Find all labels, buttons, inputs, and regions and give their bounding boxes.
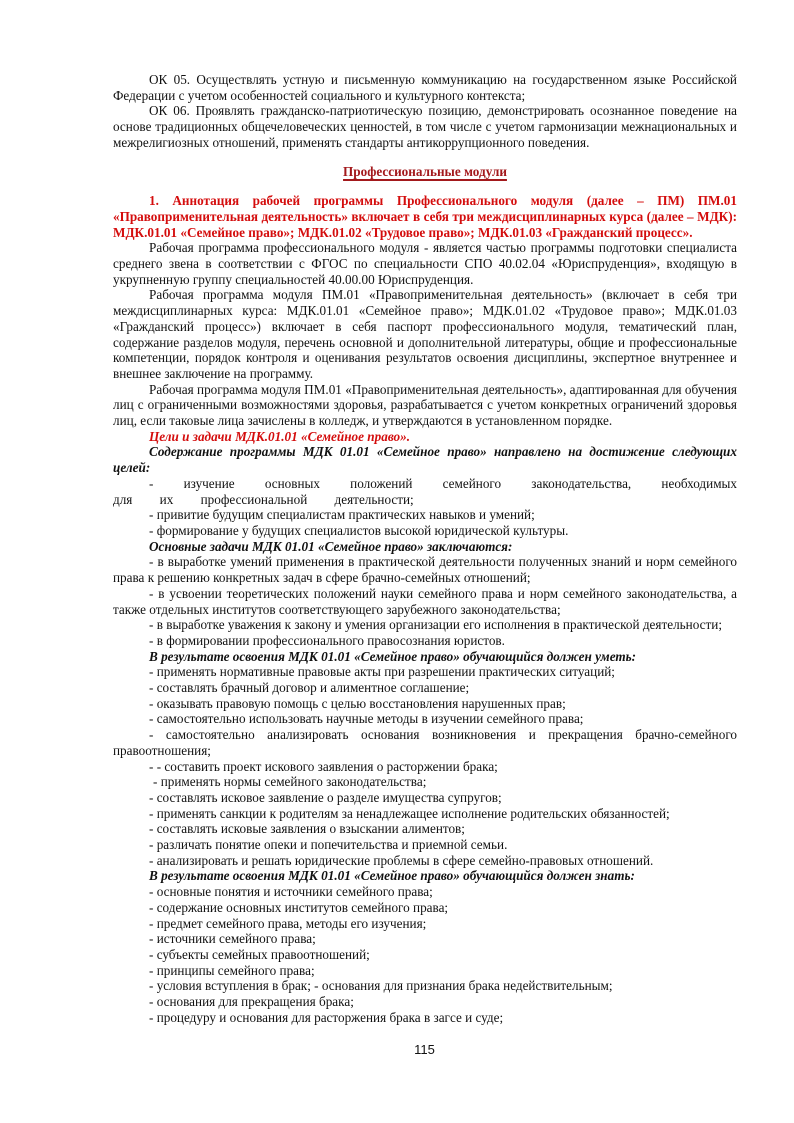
- goal-item: - формирование у будущих специалистов высокой юридической культуры.: [149, 522, 569, 538]
- task-item: - в выработке уважения к закону и умения организации его исполнения в практической деятельности;: [149, 617, 722, 633]
- skills-intro: В результате освоения МДК 01.01 «Семейное право» обучающийся должен уметь:: [149, 648, 637, 664]
- task-item: - в выработке умений применения в практической деятельности полученных знаний и норм семейного права к решению конкретных задач в сфере брачно-семейных отношений;: [113, 554, 737, 586]
- goal-item: - привитие будущим специалистам практических навыков и умений;: [149, 507, 535, 523]
- skill-item: - анализировать и решать юридические проблемы в сфере семейно-правовых отношений.: [149, 852, 654, 868]
- skill-item: - составлять исковое заявление о разделе имущества супругов;: [149, 789, 502, 805]
- skill-item: - применять санкции к родителям за ненадлежащее исполнение родительских обязанностей;: [149, 805, 670, 821]
- skill-item: - оказывать правовую помощь с целью восстановления нарушенных прав;: [149, 695, 566, 711]
- knowledge-item: - предмет семейного права, методы его изучения;: [149, 915, 427, 931]
- knowledge-item: - субъекты семейных правоотношений;: [149, 946, 370, 962]
- annotation-title: 1. Аннотация рабочей программы Профессионального модуля (далее – ПМ) ПМ.01 «Правоприменительная деятельность» включает в себя три междисциплинарных курса (далее – МДК): МДК.01.01 «Семейное право»; МДК.01.02 «Трудовое право»; МДК.01.03 «Гражданский процесс».: [113, 193, 737, 240]
- knowledge-intro: В результате освоения МДК 01.01 «Семейное право» обучающийся должен знать:: [149, 868, 635, 884]
- task-item: - в усвоении теоретических положений науки семейного права и норм семейного законодательства, а также отдельных институтов соответствующего зарубежного законодательства;: [113, 585, 737, 617]
- knowledge-item: - основные понятия и источники семейного права;: [149, 884, 433, 900]
- skill-item: - составлять брачный договор и алиментное соглашение;: [149, 680, 470, 696]
- document-page: [113, 72, 737, 1025]
- skill-item: - применять нормативные правовые акты при разрешении практических ситуаций;: [149, 664, 615, 680]
- skill-item: - самостоятельно анализировать основания возникновения и прекращения брачно-семейного правоотношения;: [113, 727, 737, 758]
- knowledge-item: - условия вступления в брак; - основания для признания брака недействительным;: [149, 978, 613, 994]
- section-heading: Профессиональные модули: [343, 163, 507, 179]
- knowledge-item: - источники семейного права;: [149, 931, 316, 947]
- knowledge-item: - содержание основных институтов семейного права;: [149, 899, 449, 915]
- goals-heading: Цели и задачи МДК.01.01 «Семейное право».: [149, 428, 411, 444]
- section-heading-wrap: [113, 164, 737, 180]
- competency-ok05: ОК 05. Осуществлять устную и письменную коммуникацию на государственном языке Российской Федерации с учетом особенностей социального и культурного контекста;: [113, 72, 737, 103]
- skill-item: - составлять исковые заявления о взыскании алиментов;: [149, 821, 465, 837]
- knowledge-item: - основания для прекращения брака;: [149, 994, 354, 1010]
- skill-item: - различать понятие опеки и попечительства и приемной семьи.: [149, 837, 508, 853]
- knowledge-item: - принципы семейного права;: [149, 962, 315, 978]
- page-number: 115: [414, 1042, 435, 1057]
- task-item: - в формировании профессионального правосознания юристов.: [149, 632, 505, 648]
- competency-ok06: ОК 06. Проявлять гражданско-патриотическую позицию, демонстрировать осознанное поведение на основе традиционных общечеловеческих ценностей, в том числе с учетом гармонизации межнациональных и межрелигиозных отношений, применять стандарты антикоррупционного поведения.: [113, 103, 737, 150]
- skill-item: - применять нормы семейного законодательства;: [153, 774, 427, 790]
- skill-item: - самостоятельно использовать научные методы в изучении семейного права;: [149, 711, 584, 727]
- knowledge-item: - процедуру и основания для расторжения брака в загсе и суде;: [149, 1009, 504, 1025]
- paragraph: Рабочая программа модуля ПМ.01 «Правоприменительная деятельность» (включает в себя три междисциплинарных курса: МДК.01.01 «Семейное право»; МДК.01.02 «Трудовое право»; МДК.01.03 «Гражданский процесс») включает в себя паспорт профессионального модуля, тематический план, содержание разделов модуля, перечень основной и дополнительной литературы, общие и профессиональные компетенции, порядок контроля и оценивания результатов освоения дисциплины, экспертное внутреннее и внешнее заключение на программу.: [113, 287, 737, 381]
- paragraph: Рабочая программа профессионального модуля - является частью программы подготовки специалиста среднего звена в соответствии с ФГОС по специальности СПО 40.02.04 «Юриспруденция», входящую в укрупненную группу специальностей 40.00.00 Юриспруденция.: [113, 240, 737, 287]
- goals-intro: Содержание программы МДК 01.01 «Семейное право» направлено на достижение следующих целей:: [113, 444, 737, 476]
- paragraph: Рабочая программа модуля ПМ.01 «Правоприменительная деятельность», адаптированная для обучения лиц с ограниченными возможностями здоровья, разрабатывается с учетом конкретных ограничений здоровья лиц, если таковые лица зачислены в колледж, и утверждаются в установленном порядке.: [113, 381, 737, 429]
- skill-item: - - составить проект искового заявления о расторжении брака;: [149, 758, 498, 774]
- tasks-intro: Основные задачи МДК 01.01 «Семейное право» заключаются:: [149, 538, 513, 554]
- goal-item: - изучение основных положений семейного законодательства, необходимых для их профессиональной деятельности;: [113, 475, 737, 507]
